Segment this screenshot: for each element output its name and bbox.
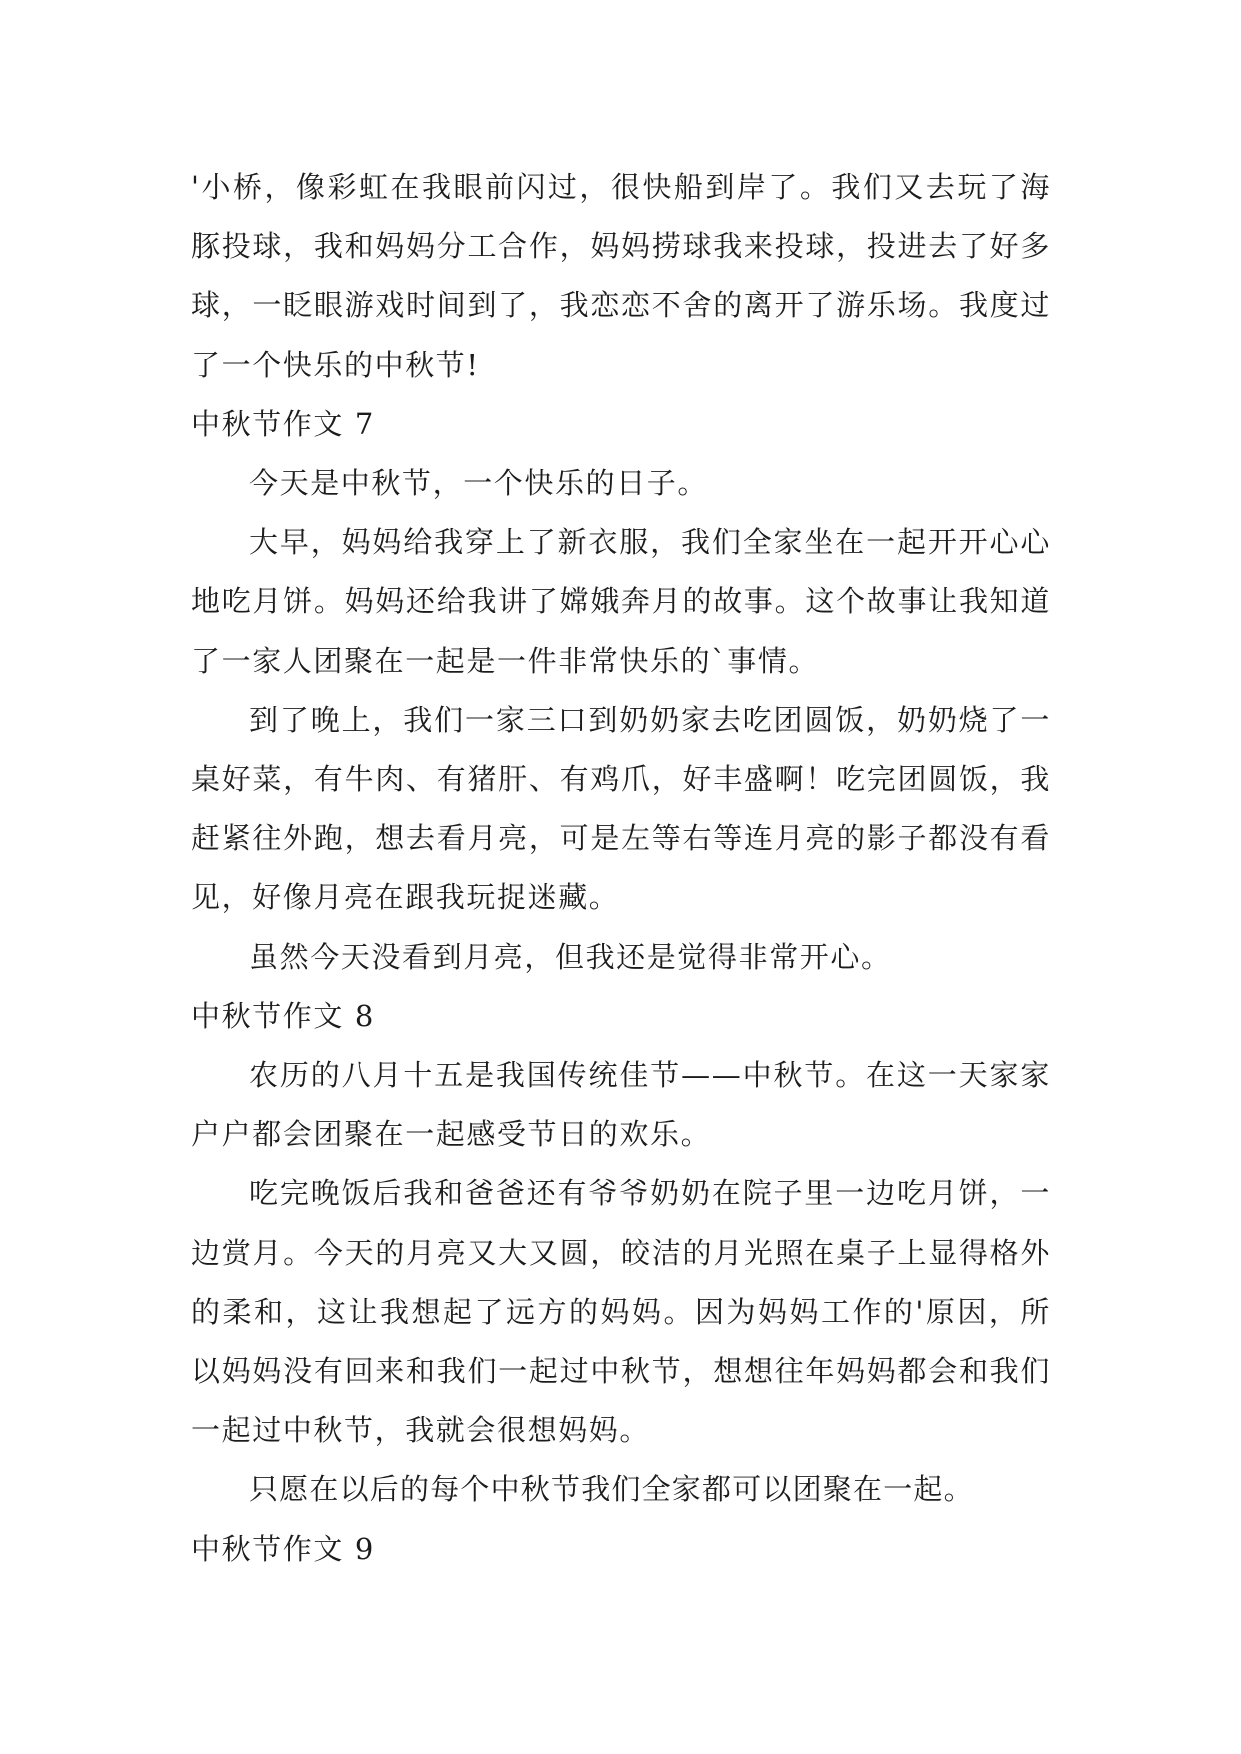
paragraph-intro: '小桥，像彩虹在我眼前闪过，很快船到岸了。我们又去玩了海豚投球，我和妈妈分工合作，妈妈捞球我来投球，投进去了好多球，一眨眼游戏时间到了，我恋恋不舍的离开了游乐场。我度过了一个快乐的中秋节!: [191, 170, 1051, 382]
paragraph-8-1: 农历的八月十五是我国传统佳节——中秋节。在这一天家家户户都会团聚在一起感受节日的欢乐。: [191, 1058, 1051, 1152]
document-body: [191, 158, 1051, 1579]
paragraph-7-1: 今天是中秋节，一个快乐的日子。: [249, 466, 709, 501]
paragraph-8-3: 只愿在以后的每个中秋节我们全家都可以团聚在一起。: [249, 1472, 974, 1507]
paragraph-7-3: 到了晚上，我们一家三口到奶奶家去吃团圆饭，奶奶烧了一桌好菜，有牛肉、有猪肝、有鸡爪，好丰盛啊！吃完团圆饭，我赶紧往外跑，想去看月亮，可是左等右等连月亮的影子都没有看见，好像月亮在跟我玩捉迷藏。: [191, 702, 1051, 915]
paragraph-7-4: 虽然今天没看到月亮，但我还是觉得非常开心。: [249, 939, 892, 974]
paragraph-8-2: 吃完晚饭后我和爸爸还有爷爷奶奶在院子里一边吃月饼，一边赏月。今天的月亮又大又圆，皎洁的月光照在桌子上显得格外的柔和，这让我想起了远方的妈妈。因为妈妈工作的'原因，所以妈妈没有回来和我们一起过中秋节，想想往年妈妈都会和我们一起过中秋节，我就会很想妈妈。: [191, 1176, 1051, 1448]
section-heading-7: 中秋节作文 7: [191, 406, 375, 441]
section-heading-8: 中秋节作文 8: [191, 998, 375, 1033]
paragraph-7-2: 大早，妈妈给我穿上了新衣服，我们全家坐在一起开开心心地吃月饼。妈妈还给我讲了嫦娥奔月的故事。这个故事让我知道了一家人团聚在一起是一件非常快乐的`事情。: [191, 525, 1051, 678]
section-heading-9: 中秋节作文 9: [191, 1531, 375, 1566]
